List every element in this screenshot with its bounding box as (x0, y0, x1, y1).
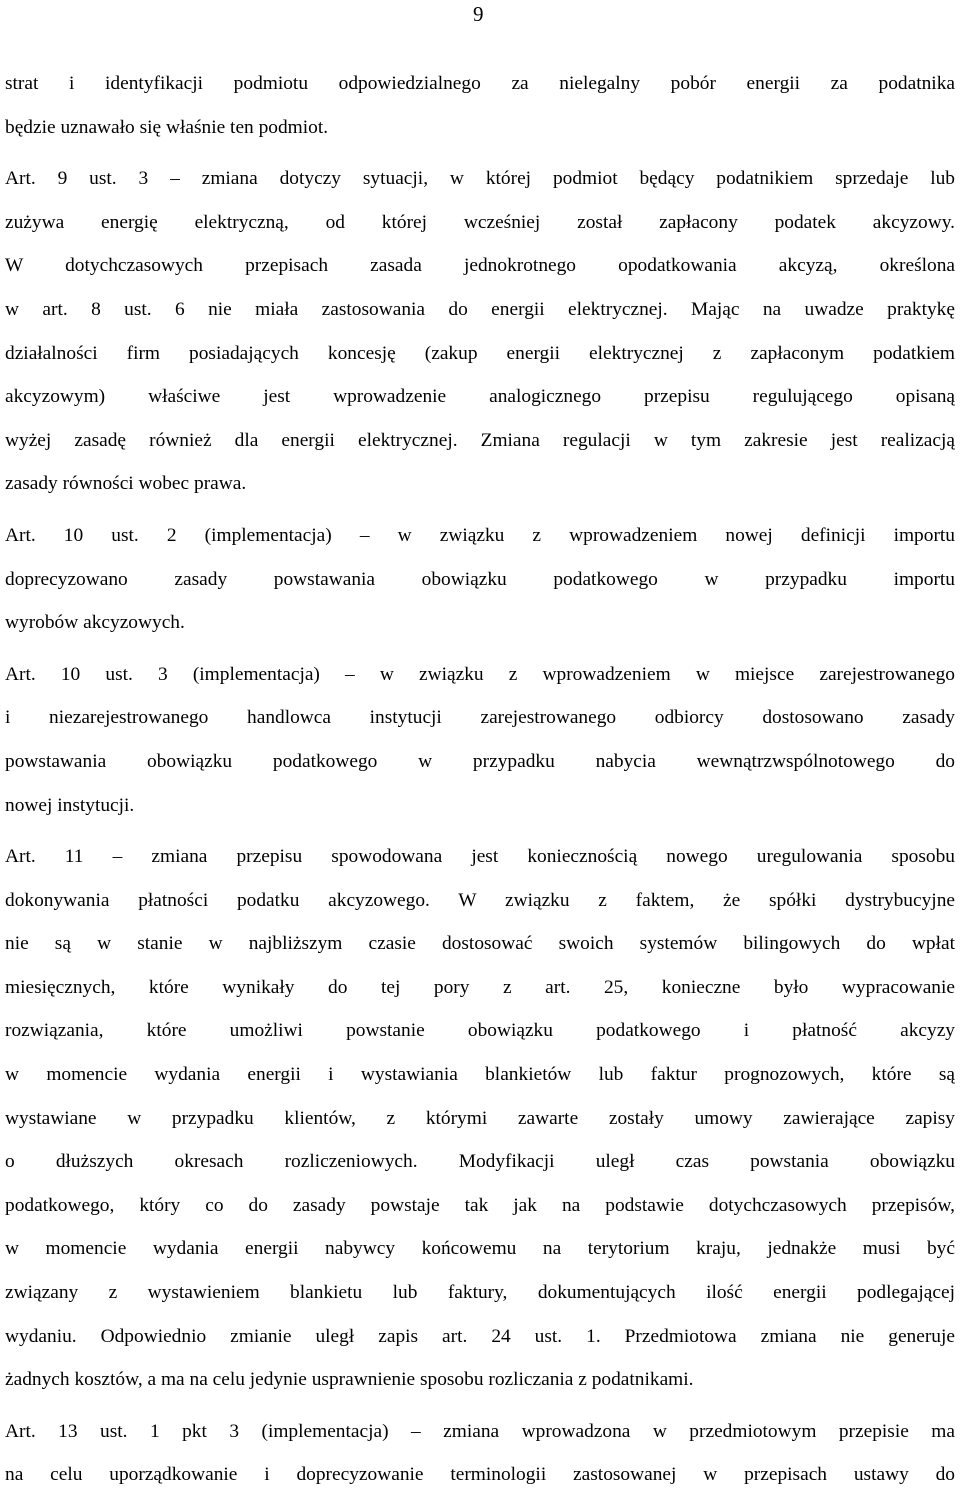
paragraph-gap (5, 506, 955, 514)
paragraph (5, 62, 955, 149)
text-line: miesięcznych, które wynikały do tej pory z art. 25, konieczne było wypracowanie (5, 976, 955, 998)
paragraph (5, 835, 955, 1402)
text-line: żadnych kosztów, a ma na celu jedynie usprawnienie sposobu rozliczania z podatnikami. (5, 1369, 694, 1391)
text-line: Art. 11 – zmiana przepisu spowodowana jest koniecznością nowego uregulowania sposobu (5, 846, 955, 868)
document-body (5, 62, 955, 1497)
paragraph-gap (5, 827, 955, 835)
text-line: w momencie wydania energii nabywcy końcowemu na terytorium kraju, jednakże musi być (5, 1238, 955, 1260)
text-line: będzie uznawało się właśnie ten podmiot. (5, 116, 329, 138)
text-line: w momencie wydania energii i wystawiania blankietów lub faktur prognozowych, które są (5, 1064, 955, 1086)
page-number: 9 (473, 2, 484, 26)
text-line: powstawania obowiązku podatkowego w przypadku nabycia wewnątrzwspólnotowego do (5, 750, 955, 772)
text-line: wystawiane w przypadku klientów, z którymi zawarte zostały umowy zawierające zapisy (5, 1107, 955, 1129)
text-line: związany z wystawieniem blankietu lub faktury, dokumentujących ilość energii podlegającej (5, 1282, 955, 1304)
text-line: nie są w stanie w najbliższym czasie dostosować swoich systemów bilingowych do wpłat (5, 933, 955, 955)
text-line: nowej instytucji. (5, 794, 135, 816)
text-line: wydaniu. Odpowiednio zmianie uległ zapis art. 24 ust. 1. Przedmiotowa zmiana nie generuje (5, 1325, 955, 1347)
text-line: wyżej zasadę również dla energii elektrycznej. Zmiana regulacji w tym zakresie jest realizacją (5, 429, 955, 451)
paragraph (5, 653, 955, 827)
text-line: wyrobów akcyzowych. (5, 612, 185, 634)
text-line: i niezarejestrowanego handlowca instytucji zarejestrowanego odbiorcy dostosowano zasady (5, 707, 955, 729)
paragraph-gap (5, 645, 955, 653)
paragraph (5, 514, 955, 645)
paragraph (5, 1410, 955, 1497)
text-line: Art. 13 ust. 1 pkt 3 (implementacja) – zmiana wprowadzona w przedmiotowym przepisie ma (5, 1420, 955, 1442)
text-line: podatkowego, który co do zasady powstaje tak jak na podstawie dotychczasowych przepisów, (5, 1194, 955, 1216)
text-line: W dotychczasowych przepisach zasada jednokrotnego opodatkowania akcyzą, określona (5, 255, 955, 277)
text-line: strat i identyfikacji podmiotu odpowiedzialnego za nielegalny pobór energii za podatnika (5, 73, 955, 94)
text-line: działalności firm posiadających koncesję (zakup energii elektrycznej z zapłaconym podatkiem (5, 342, 955, 364)
paragraph (5, 157, 955, 506)
text-line: dokonywania płatności podatku akcyzowego. W związku z faktem, że spółki dystrybucyjne (5, 889, 955, 911)
text-line: akcyzowym) właściwe jest wprowadzenie analogicznego przepisu regulującego opisaną (5, 386, 955, 408)
paragraph-gap (5, 1402, 955, 1410)
text-line: zasady równości wobec prawa. (5, 473, 247, 495)
text-line: doprecyzowano zasady powstawania obowiązku podatkowego w przypadku importu (5, 568, 955, 590)
text-line: Art. 9 ust. 3 – zmiana dotyczy sytuacji, w której podmiot będący podatnikiem sprzedaje lub (5, 168, 955, 190)
text-line: Art. 10 ust. 2 (implementacja) – w związku z wprowadzeniem nowej definicji importu (5, 524, 955, 546)
text-line: rozwiązania, które umożliwi powstanie obowiązku podatkowego i płatność akcyzy (5, 1020, 955, 1042)
text-line: o dłuższych okresach rozliczeniowych. Modyfikacji uległ czas powstania obowiązku (5, 1151, 955, 1173)
text-line: zużywa energię elektryczną, od której wcześniej został zapłacony podatek akcyzowy. (5, 211, 955, 233)
text-line: Art. 10 ust. 3 (implementacja) – w związku z wprowadzeniem w miejsce zarejestrowanego (5, 663, 955, 685)
text-line: na celu uporządkowanie i doprecyzowanie terminologii zastosowanej w przepisach ustawy do (5, 1464, 955, 1486)
paragraph-gap (5, 149, 955, 157)
text-line: w art. 8 ust. 6 nie miała zastosowania do energii elektrycznej. Mając na uwadze praktykę (5, 298, 955, 320)
